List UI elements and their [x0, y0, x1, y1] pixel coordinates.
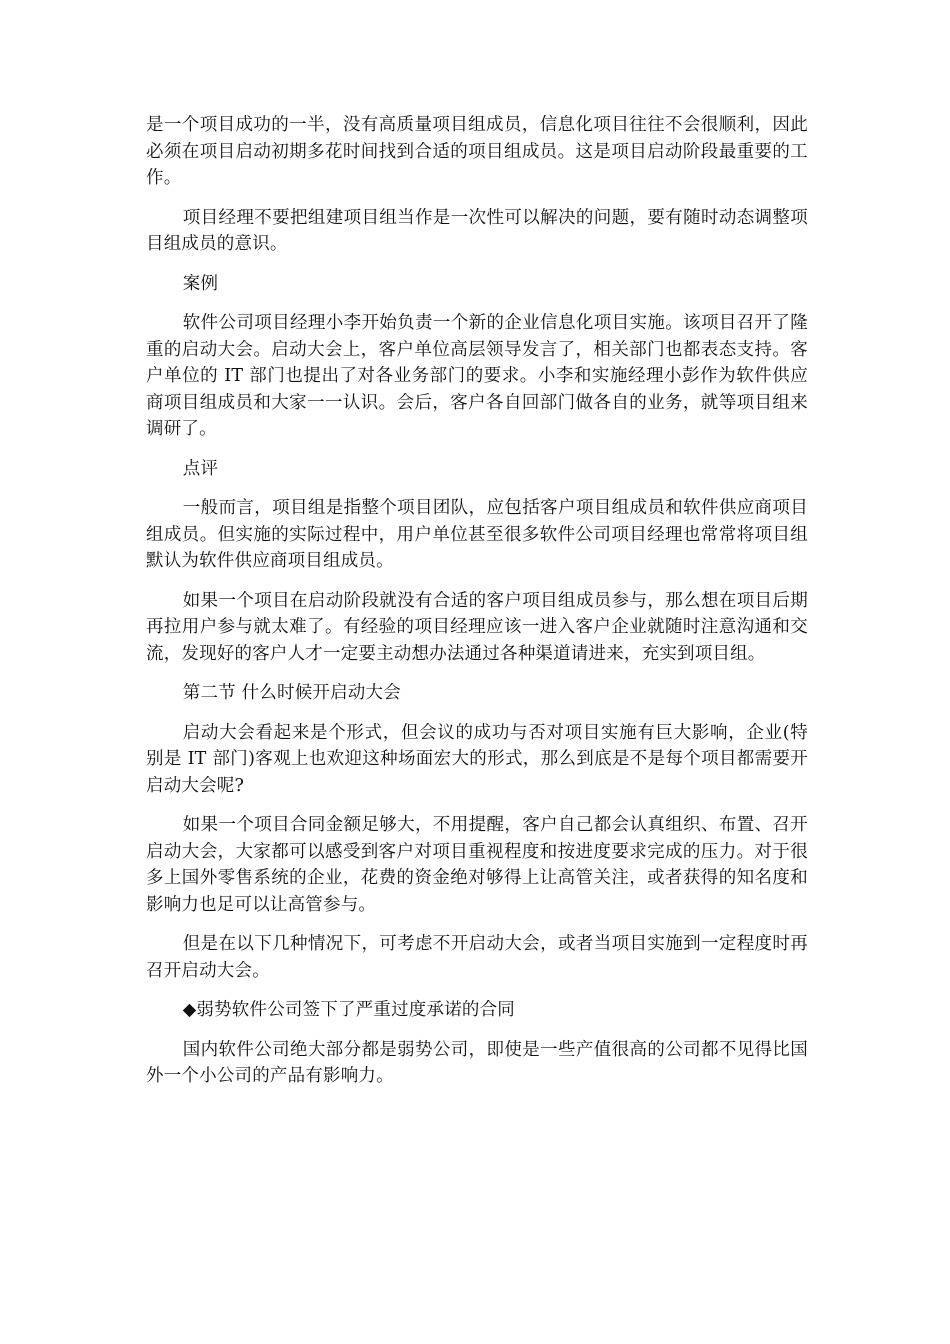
case-heading: 案例 [182, 273, 219, 294]
paragraph: 项目经理不要把组建项目组当作是一次性可以解决的问题，要有随时动态调整项目组成员的意识。 [146, 207, 808, 254]
section-heading: 第二节 什么时候开启动大会 [182, 683, 401, 703]
paragraph: 但是在以下几种情况下，可考虑不开启动大会，或者当项目实施到一定程度时再召开启动大会。 [146, 934, 808, 981]
document-body [146, 112, 808, 1103]
paragraph-continuation: 是一个项目成功的一半，没有高质量项目组成员，信息化项目往往不会很顺利，因此必须在项目启动初期多花时间找到合适的项目组成员。这是项目启动阶段最重要的工作。 [146, 115, 808, 188]
paragraph: 如果一个项目合同金额足够大，不用提醒，客户自己都会认真组织、布置、召开启动大会，大家都可以感受到客户对项目重视程度和按进度要求完成的压力。对于很多上国外零售系统的企业，花费的资金绝对够得上让高管关注，或者获得的知名度和影响力也足可以让高管参与。 [146, 815, 808, 915]
paragraph: 启动大会看起来是个形式，但会议的成功与否对项目实施有巨大影响，企业(特别是 IT 部门)客观上也欢迎这种场面宏大的形式，那么到底是不是每个项目都需要开启动大会呢? [146, 722, 808, 796]
paragraph: 软件公司项目经理小李开始负责一个新的企业信息化项目实施。该项目召开了隆重的启动大会。启动大会上，客户单位高层领导发言了，相关部门也都表态支持。客户单位的 IT 部门也提出了对各业务部门的要求。小李和实施经理小彭作为软件供应商项目组成员和大家一一认识。会后，客户各自回部门做各自的业务，就等项目组来调研了。 [146, 313, 808, 439]
paragraph: 国内软件公司绝大部分都是弱势公司，即使是一些产值很高的公司都不见得比国外一个小公司的产品有影响力。 [146, 1039, 808, 1086]
paragraph: 一般而言，项目组是指整个项目团队，应包括客户项目组成员和软件供应商项目组成员。但实施的实际过程中，用户单位甚至很多软件公司项目经理也常常将项目组默认为软件供应商项目组成员。 [146, 498, 808, 571]
bullet-heading: ◆弱势软件公司签下了严重过度承诺的合同 [182, 1000, 516, 1020]
comment-heading: 点评 [182, 458, 219, 479]
paragraph: 如果一个项目在启动阶段就没有合适的客户项目组成员参与，那么想在项目后期再拉用户参与就太难了。有经验的项目经理应该一进入客户企业就随时注意沟通和交流，发现好的客户人才一定要主动想办法通过各种渠道请进来，充实到项目组。 [146, 590, 808, 664]
